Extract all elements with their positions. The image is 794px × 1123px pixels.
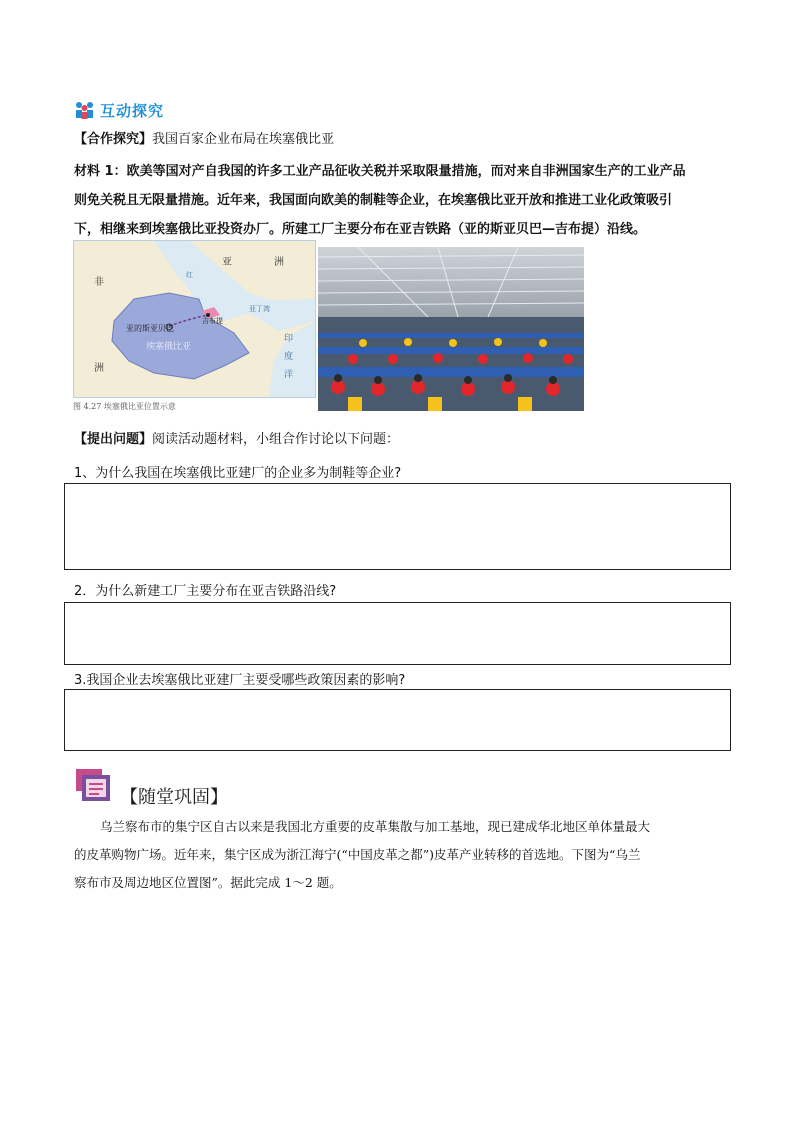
consolidation-line: 察布市及周边地区位置图”。据此完成 1～2 题。 [74,875,342,890]
map-caption: 图 4.27 埃塞俄比亚位置示意 [73,402,176,411]
answer-box-2[interactable] [64,602,731,665]
coop-title: 我国百家企业布局在埃塞俄比亚 [152,132,335,147]
label-country: 埃塞俄比亚 [146,342,192,352]
label-africa-top: 非 [94,277,104,288]
answer-box-1[interactable] [64,483,731,570]
map-graphic [74,241,315,397]
coop-bracket: 【合作探究】 [74,132,153,147]
consolidation-paragraph [74,813,734,897]
ethiopia-location-map [73,240,316,398]
people-group-icon [74,100,96,120]
material-line: 则免关税且无限量措施。近年来，我国面向欧美的制鞋等企业，在埃塞俄比亚开放和推进工业化政策吸引 [74,193,673,208]
label-continent: 洲 [274,257,284,268]
factory-illustration [318,247,584,411]
consolidation-title: 【随堂巩固】 [120,787,228,808]
questions-bracket: 【提出问题】 [74,432,153,447]
factory-photo [318,247,584,411]
consolidation-line: 乌兰察布市的集宁区自古以来是我国北方重要的皮革集散与加工基地，现已建成华北地区单体量最大 [100,819,651,834]
label-gulf: 亚丁湾 [249,305,270,313]
material-line: 下，相继来到埃塞俄比亚投资办厂。所建工厂主要分布在亚吉铁路（亚的斯亚贝巴—吉布提）沿线。 [74,222,647,237]
label-capital: 亚的斯亚贝巴 [126,324,174,333]
question-3: 3.我国企业去埃塞俄比亚建厂主要受哪些政策因素的影响? [74,673,406,688]
coop-heading [74,131,334,149]
question-2: 2．为什么新建工厂主要分布在亚吉铁路沿线? [74,584,337,599]
section-heading [74,99,164,121]
answer-box-3[interactable] [64,689,731,751]
label-ocean-b: 度 [284,352,294,362]
label-africa-bottom: 洲 [94,363,104,374]
label-ocean-c: 洋 [284,370,294,380]
label-asia: 亚 [222,257,232,268]
question-1: 1、为什么我国在埃塞俄比亚建厂的企业多为制鞋等企业? [74,466,402,481]
section-title: 互动探究 [100,101,165,120]
questions-intro-text: 阅读活动题材料，小组合作讨论以下问题： [152,432,400,447]
label-ocean-a: 印 [284,334,294,344]
consolidation-line: 的皮革购物广场。近年来，集宁区成为浙江海宁(“中国皮革之都”)皮革产业转移的首选地。下图为“乌兰 [74,847,641,862]
material-line: 材料 1：欧美等国对产自我国的许多工业产品征收关税并采取限量措施，而对来自非洲国家生产的工业产品 [74,164,686,179]
material-paragraph [74,157,734,244]
label-red-sea: 红 [186,271,193,279]
questions-intro [74,431,399,449]
label-djibouti: 吉布提 [202,317,223,325]
